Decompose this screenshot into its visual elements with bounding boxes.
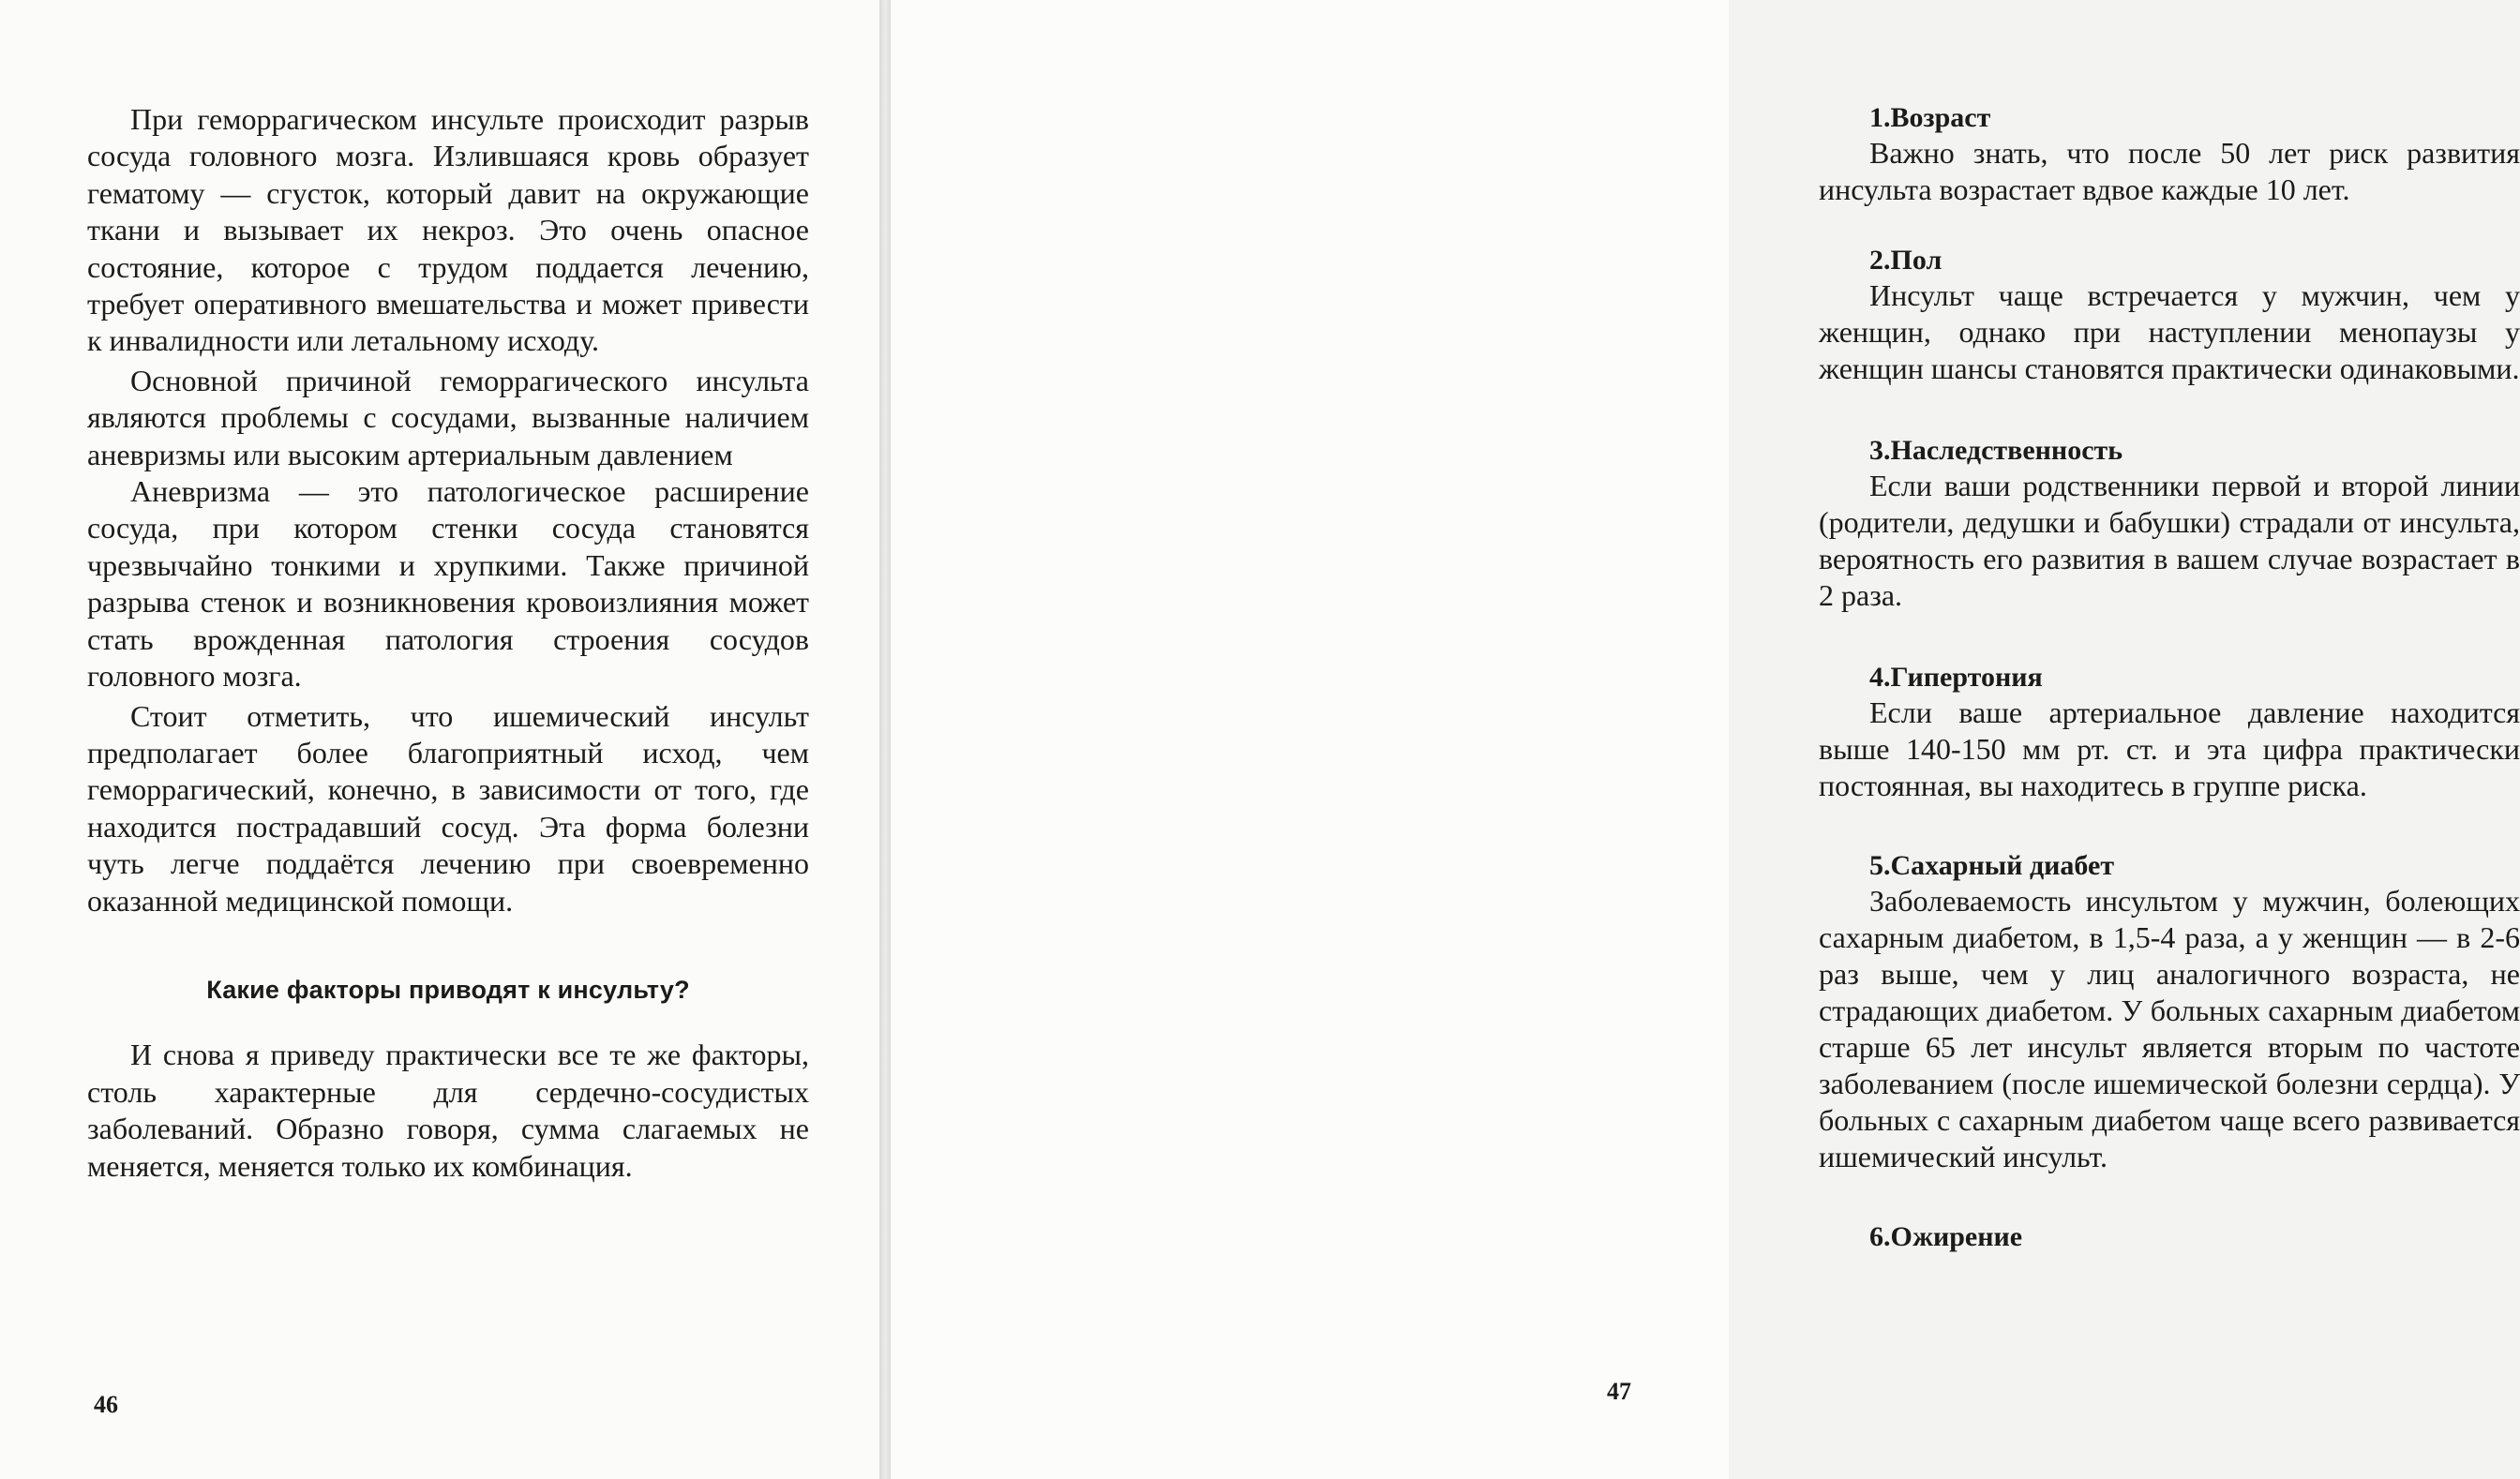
paragraph: Аневризма — это патологическое расширение сосуда, при котором стенки сосуда становятся чрезвычайно тонкими и хрупкими. Также причиной разрыва стенок и возникновения кровоизлияния может стать врожденная патология строения сосудов головного мозга.	[87, 474, 809, 694]
paragraph: При геморрагическом инсульте происходит разрыв сосуда головного мозга. Излившаяся кровь образует гематому — сгусток, который давит на окружающие ткани и вызывает их некроз. Это очень опасное состояние, которое с трудом поддается лечению, требует оперативного вмешательства и может привести к инвалидности или летальному исходу.	[87, 102, 809, 358]
paragraph: И снова я приведу практически все те же факторы, столь характерные для сердечно-сосудистых заболеваний. Образно говоря, сумма слагаемых не меняется, меняется только их комбинация.	[87, 1038, 809, 1183]
factor-heading: 2.Пол	[1869, 245, 1942, 276]
risk-factor	[1819, 1220, 2520, 1254]
paragraph: Стоит отметить, что ишемический инсульт предполагает более благоприятный исход, чем геморрагический, конечно, в зависимости от того, где находится пострадавший сосуд. Эта форма болезни чуть легче поддаётся лечению при своевременно оказанной медицинской помощи.	[87, 698, 809, 918]
page-number: 47	[1607, 1378, 1631, 1405]
left-text-column	[87, 101, 809, 1185]
risk-factor	[1819, 434, 2520, 614]
right-page	[891, 0, 2520, 1479]
risk-factor	[1819, 849, 2520, 1175]
factor-heading: 6.Ожирение	[1869, 1221, 2023, 1252]
factor-heading: 1.Возраст	[1869, 102, 1991, 133]
risk-factor	[1819, 661, 2520, 804]
paragraph: Основной причиной геморрагического инсульта являются проблемы с сосудами, вызванные наличием аневризмы или высоким артериальным давлением	[87, 363, 809, 471]
factor-text: Если ваши родственники первой и второй линии (родители, дедушки и бабушки) страдали от инсульта, вероятность его развития в вашем случае возрастает в 2 раза.	[1819, 469, 2520, 612]
book-gutter	[879, 0, 891, 1479]
factor-text: Если ваше артериальное давление находится выше 140-150 мм рт. ст. и эта цифра практически постоянная, вы находитесь в группе риска.	[1819, 695, 2520, 802]
factor-text: Заболеваемость инсультом у мужчин, болеющих сахарным диабетом, в 1,5-4 раза, а у женщин — в 2-6 раз выше, чем у лиц аналогичного возраста, не страдающих диабетом. У больных сахарным диабетом старше 65 лет инсульт является вторым по частоте заболеванием (после ишемической болезни сердца). У больных с сахарным диабетом чаще всего развивается ишемический инсульт.	[1819, 884, 2520, 1173]
section-subheading: Какие факторы приводят к инсульту?	[206, 975, 690, 1004]
factor-heading: 5.Сахарный диабет	[1869, 850, 2115, 881]
factor-text: Важно знать, что после 50 лет риск развития инсульта возрастает вдвое каждые 10 лет.	[1819, 136, 2520, 206]
right-text-column	[1819, 101, 2520, 1290]
factor-heading: 3.Наследственность	[1869, 435, 2123, 466]
risk-factor	[1819, 244, 2520, 387]
factor-text: Инсульт чаще встречается у мужчин, чем у женщин, однако при наступлении менопаузы у женщин шансы становятся практически одинаковыми.	[1819, 278, 2520, 385]
factor-heading: 4.Гипертония	[1869, 662, 2043, 693]
risk-factor	[1819, 101, 2520, 208]
page-number: 46	[94, 1391, 118, 1418]
left-page	[0, 0, 879, 1479]
